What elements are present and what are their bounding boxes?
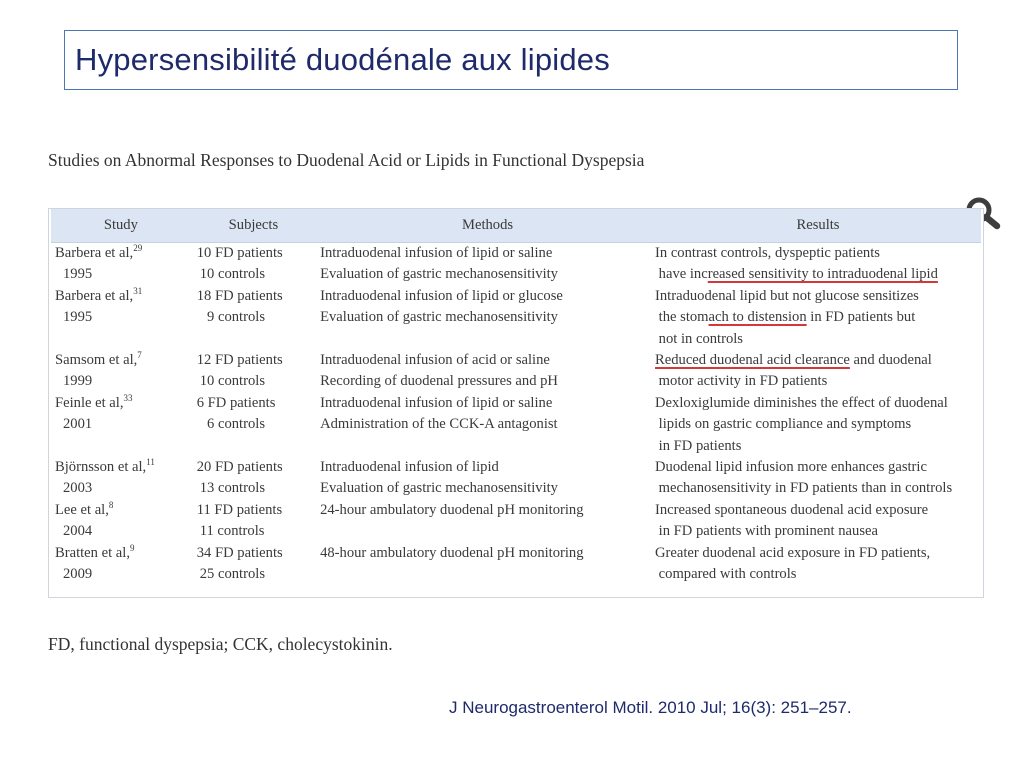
results-text: lipids on gastric compliance and symptoms xyxy=(658,416,912,433)
study-cell xyxy=(51,393,187,414)
table-row xyxy=(51,329,981,350)
methods-cell: Evaluation of gastric mechanosensitivity xyxy=(320,480,558,497)
results-text: in FD patients with prominent nausea xyxy=(658,523,878,540)
subjects-cell: 25 controls xyxy=(199,566,265,583)
methods-cell: Recording of duodenal pressures and pH xyxy=(320,373,558,390)
subjects-cell: 34 FD patients xyxy=(196,544,283,561)
ref-superscript: 11 xyxy=(146,457,155,468)
table-footnote: FD, functional dyspepsia; CCK, cholecystokinin. xyxy=(48,634,393,654)
subjects-cell xyxy=(187,414,320,435)
results-cell xyxy=(655,350,981,371)
table-row xyxy=(51,564,981,585)
results-text: compared with controls xyxy=(658,566,797,583)
results-text: the stom xyxy=(658,309,709,326)
table-row xyxy=(51,436,981,457)
methods-cell: Evaluation of gastric mechanosensitivity xyxy=(320,266,558,283)
results-cell xyxy=(655,478,981,499)
methods-cell: 24-hour ambulatory duodenal pH monitoring xyxy=(320,501,584,518)
title-box xyxy=(64,30,958,90)
methods-cell: Intraduodenal infusion of lipid or saline xyxy=(320,394,553,411)
study-year: 2003 xyxy=(63,480,93,497)
table-row xyxy=(51,243,981,265)
study-year: 1999 xyxy=(63,373,93,390)
study-year: 2001 xyxy=(63,416,93,433)
subjects-cell: 18 FD patients xyxy=(196,287,283,304)
results-text: mechanosensitivity in FD patients than in controls xyxy=(658,480,953,497)
subjects-cell: 12 FD patients xyxy=(196,352,283,369)
subjects-text: 6 controls xyxy=(207,416,265,433)
methods-cell: Intraduodenal infusion of lipid or saline xyxy=(320,245,553,261)
table-row xyxy=(51,307,981,328)
subjects-cell: 11 FD patients xyxy=(196,501,283,518)
study-cell xyxy=(51,436,187,457)
table-row xyxy=(51,264,981,285)
study-year: 2009 xyxy=(63,566,93,583)
subjects-cell: 11 controls xyxy=(199,523,265,540)
results-cell xyxy=(655,564,981,585)
methods-cell: 48-hour ambulatory duodenal pH monitoring xyxy=(320,544,584,561)
results-cell xyxy=(655,264,981,285)
study-cell xyxy=(51,500,187,521)
results-cell xyxy=(655,329,981,350)
subjects-cell: 6 FD patients xyxy=(196,394,276,411)
underlined-text: ach to distension xyxy=(708,309,807,326)
subjects-text: 9 controls xyxy=(207,309,265,326)
table-row xyxy=(51,414,981,435)
results-cell: Intraduodenal lipid but not glucose sensitizes xyxy=(655,287,919,304)
methods-cell: Evaluation of gastric mechanosensitivity xyxy=(320,309,558,326)
results-cell: Increased spontaneous duodenal acid exposure xyxy=(655,501,929,518)
table-row xyxy=(51,543,981,564)
study-year: 2004 xyxy=(63,523,93,540)
methods-cell: Intraduodenal infusion of acid or saline xyxy=(320,352,550,369)
table-row xyxy=(51,500,981,521)
header-subjects: Subjects xyxy=(187,209,320,243)
table-row xyxy=(51,371,981,392)
study-year: 1995 xyxy=(63,309,93,326)
study-year: 1995 xyxy=(63,266,93,283)
study-cell xyxy=(51,543,187,564)
study-name: Barbera et al, xyxy=(55,245,134,261)
ref-superscript: 29 xyxy=(133,243,143,253)
table-row xyxy=(51,350,981,371)
results-text: and duodenal xyxy=(849,352,932,369)
methods-cell xyxy=(320,564,655,585)
table-row xyxy=(51,393,981,414)
methods-cell: Intraduodenal infusion of lipid xyxy=(320,459,499,476)
ref-superscript: 31 xyxy=(133,285,143,296)
results-cell xyxy=(655,414,981,435)
subjects-cell: 13 controls xyxy=(199,480,265,497)
study-cell xyxy=(51,457,187,478)
underlined-text: reased sensitivity to intraduodenal lipid xyxy=(707,266,938,283)
study-name: Barbera et al, xyxy=(55,287,134,304)
study-name: Bratten et al, xyxy=(55,544,130,561)
methods-cell: Administration of the CCK-A antagonist xyxy=(320,416,558,433)
subjects-cell xyxy=(187,307,320,328)
citation: J Neurogastroenterol Motil. 2010 Jul; 16(3): 251–257. xyxy=(449,698,852,717)
table-row xyxy=(51,457,981,478)
results-cell: Duodenal lipid infusion more enhances gastric xyxy=(655,459,927,476)
results-text: in FD patients xyxy=(658,437,742,454)
subjects-cell: 10 controls xyxy=(199,373,265,390)
slide-title: Hypersensibilité duodénale aux lipides xyxy=(75,42,610,77)
table-row xyxy=(51,286,981,307)
results-cell xyxy=(655,307,981,328)
subjects-cell xyxy=(187,329,320,350)
underlined-text: Reduced duodenal acid clearance xyxy=(655,352,850,369)
table-header-row xyxy=(51,209,981,243)
results-text: not in controls xyxy=(658,330,743,347)
header-study: Study xyxy=(51,209,187,243)
results-cell: In contrast controls, dyspeptic patients xyxy=(655,245,880,261)
header-methods: Methods xyxy=(320,209,655,243)
study-name: Björnsson et al, xyxy=(55,459,147,476)
subjects-cell xyxy=(187,436,320,457)
results-cell xyxy=(655,371,981,392)
subjects-cell: 10 controls xyxy=(199,266,265,283)
study-cell xyxy=(51,286,187,307)
methods-cell xyxy=(320,436,655,457)
results-text: motor activity in FD patients xyxy=(658,373,828,390)
table-caption: Studies on Abnormal Responses to Duodenal Acid or Lipids in Functional Dyspepsia xyxy=(48,150,645,170)
table-row xyxy=(51,521,981,542)
ref-superscript: 9 xyxy=(129,542,135,553)
results-cell xyxy=(655,521,981,542)
ref-superscript: 33 xyxy=(123,392,133,403)
results-text: in FD patients but xyxy=(806,309,916,326)
methods-cell xyxy=(320,329,655,350)
study-name: Samsom et al, xyxy=(55,352,138,369)
study-cell xyxy=(51,350,187,371)
studies-table xyxy=(51,209,981,586)
methods-cell: Intraduodenal infusion of lipid or glucose xyxy=(320,287,563,304)
study-cell xyxy=(51,329,187,350)
results-cell xyxy=(655,436,981,457)
ref-superscript: 8 xyxy=(108,499,114,510)
subjects-cell: 20 FD patients xyxy=(196,459,283,476)
study-name: Lee et al, xyxy=(55,501,109,518)
table-row xyxy=(51,478,981,499)
ref-superscript: 7 xyxy=(137,350,142,361)
studies-table-frame xyxy=(48,208,984,598)
results-cell: Dexloxiglumide diminishes the effect of duodenal xyxy=(655,394,948,411)
study-cell xyxy=(51,243,187,265)
results-text: have inc xyxy=(658,266,708,283)
header-results: Results xyxy=(655,209,981,243)
results-cell: Greater duodenal acid exposure in FD patients, xyxy=(655,544,931,561)
methods-cell xyxy=(320,521,655,542)
subjects-cell: 10 FD patients xyxy=(196,245,283,261)
study-name: Feinle et al, xyxy=(55,394,124,411)
